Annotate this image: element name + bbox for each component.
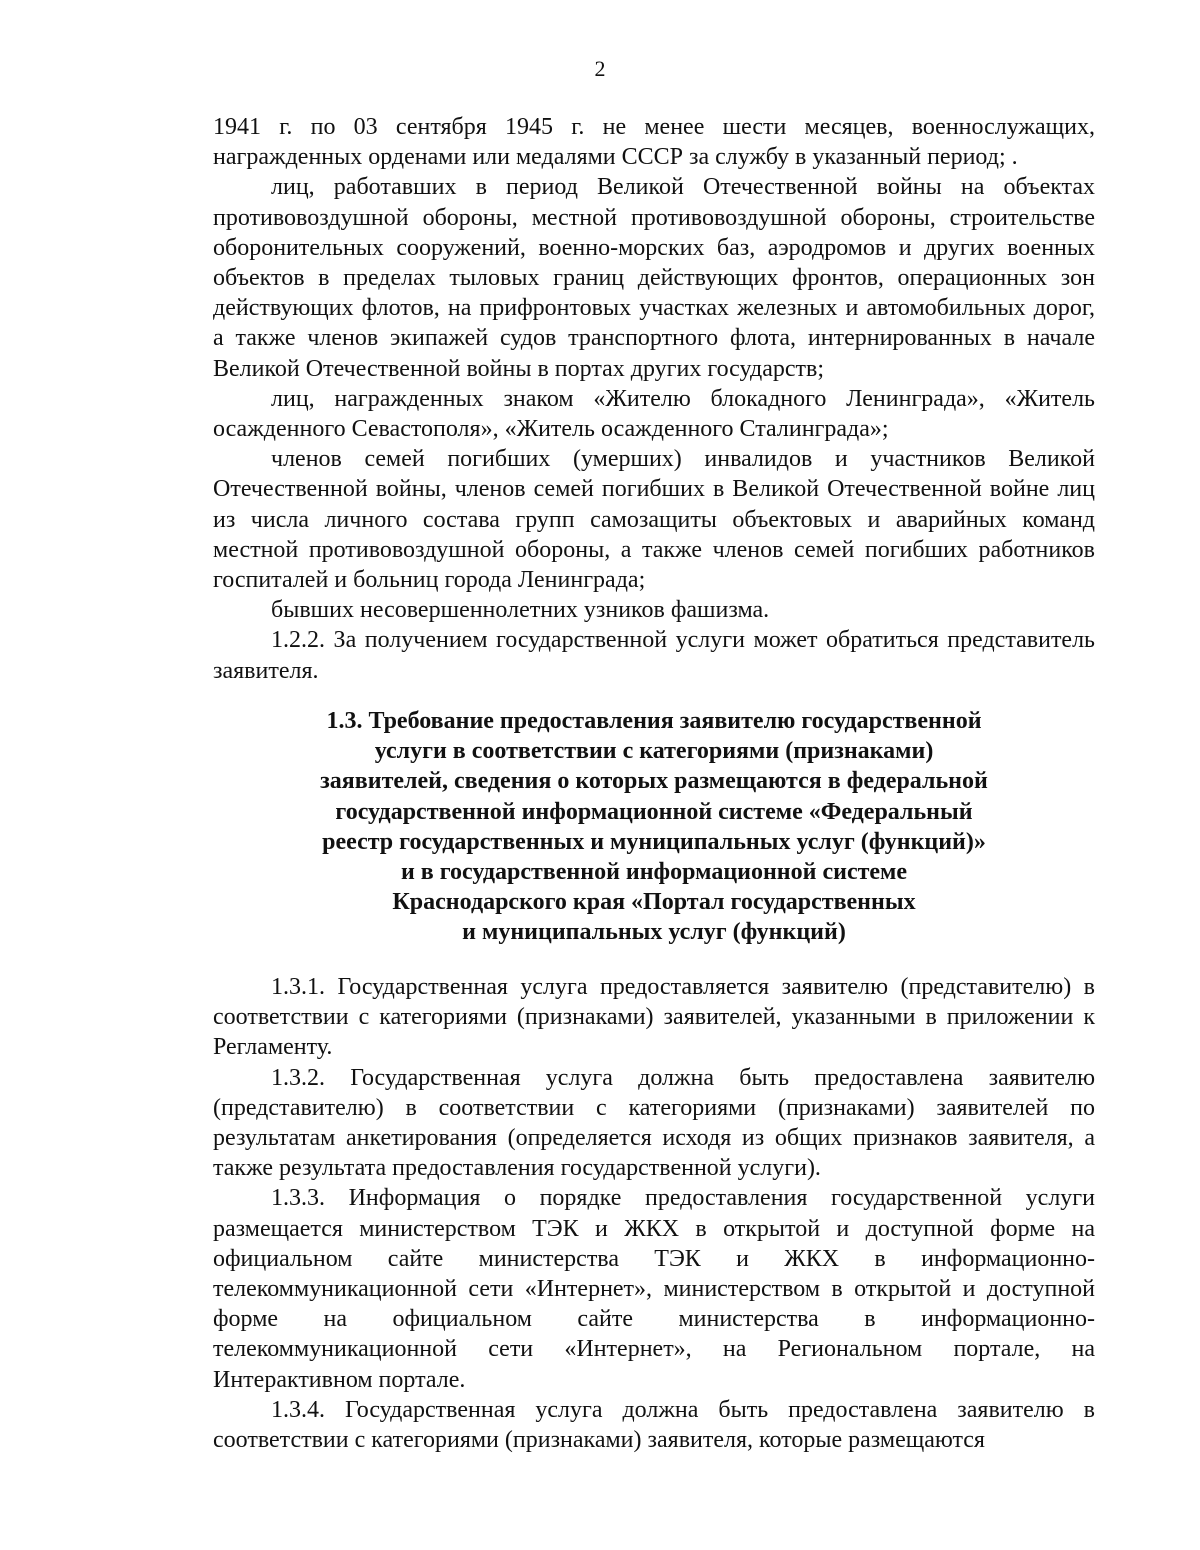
- text-block-2: [213, 972, 1095, 1455]
- heading-line: государственной информационной системе «Федеральный: [335, 798, 973, 825]
- heading-line: Краснодарского края «Портал государственных: [392, 889, 916, 916]
- paragraph-blockade-residents: лиц, награжденных знаком «Жителю блокадного Ленинграда», «Житель осажденного Севастополя», «Житель осажденного Сталинграда»;: [213, 385, 1095, 443]
- paragraph-continuation: 1941 г. по 03 сентября 1945 г. не менее шести месяцев, военнослужащих, награжденных орденами или медалями СССР за службу в указанный период; .: [213, 114, 1095, 171]
- heading-line: заявителей, сведения о которых размещаются в федеральной: [320, 768, 988, 795]
- heading-line: и в государственной информационной системе: [400, 859, 908, 886]
- paragraph-1-2-2: 1.2.2. За получением государственной услуги может обратиться представитель заявителя.: [213, 627, 1095, 684]
- text-block-1: [213, 112, 1095, 686]
- paragraph-1-3-2: 1.3.2. Государственная услуга должна быть предоставлена заявителю (представителю) в соответствии с категориями (признаками) заявителей по результатам анкетирования (определяется исходя из общих признаков заявителя, а также результата предоставления государственной услуги).: [213, 1064, 1095, 1182]
- paragraph-1-3-1: 1.3.1. Государственная услуга предоставляется заявителю (представителю) в соответствии с категориями (признаками) заявителей, указанными в приложении к Регламенту.: [213, 974, 1095, 1061]
- paragraph-air-defense-workers: лиц, работавших в период Великой Отечественной войны на объектах противовоздушной обороны, местной противовоздушной обороны, строительстве оборонительных сооружений, военно-морских баз, аэродромов и других военных объектов в пределах тыловых границ действующих фронтов, операционных зон действующих флотов, на прифронтовых участках железных и автомобильных дорог, а также членов экипажей судов транспортного флота, интернированных в начале Великой Отечественной войны в портах других государств;: [213, 174, 1095, 382]
- heading-line: и муниципальных услуг (функций): [462, 919, 846, 946]
- paragraph-former-prisoners: бывших несовершеннолетних узников фашизма.: [271, 597, 770, 624]
- paragraph-1-3-3: 1.3.3. Информация о порядке предоставления государственной услуги размещается министерством ТЭК и ЖКХ в открытой и доступной форме на официальном сайте министерства ТЭК и ЖКХ в информационно-телекоммуникационной сети «Интернет», министерством в открытой и доступной форме на официальном сайте министерства в информационно-телекоммуникационной сети «Интернет», на Региональном портале, на Интерактивном портале.: [213, 1185, 1095, 1393]
- paragraph-family-members: членов семей погибших (умерших) инвалидов и участников Великой Отечественной войны, членов семей погибших в Великой Отечественной войне лиц из числа личного состава групп самозащиты объектовых и аварийных команд местной противовоздушной обороны, а также членов семей погибших работников госпиталей и больниц города Ленинграда;: [213, 446, 1095, 594]
- heading-line: 1.3. Требование предоставления заявителю государственной: [326, 708, 982, 734]
- heading-line: реестр государственных и муниципальных услуг (функций)»: [322, 828, 986, 855]
- page-number: 2: [594, 56, 606, 81]
- heading-line: услуги в соответствии с категориями (признаками): [374, 738, 934, 765]
- paragraph-1-3-4: 1.3.4. Государственная услуга должна быть предоставлена заявителю в соответствии с категориями (признаками) заявителя, которые размещаются: [213, 1396, 1095, 1454]
- section-heading-1-3: [213, 706, 1095, 948]
